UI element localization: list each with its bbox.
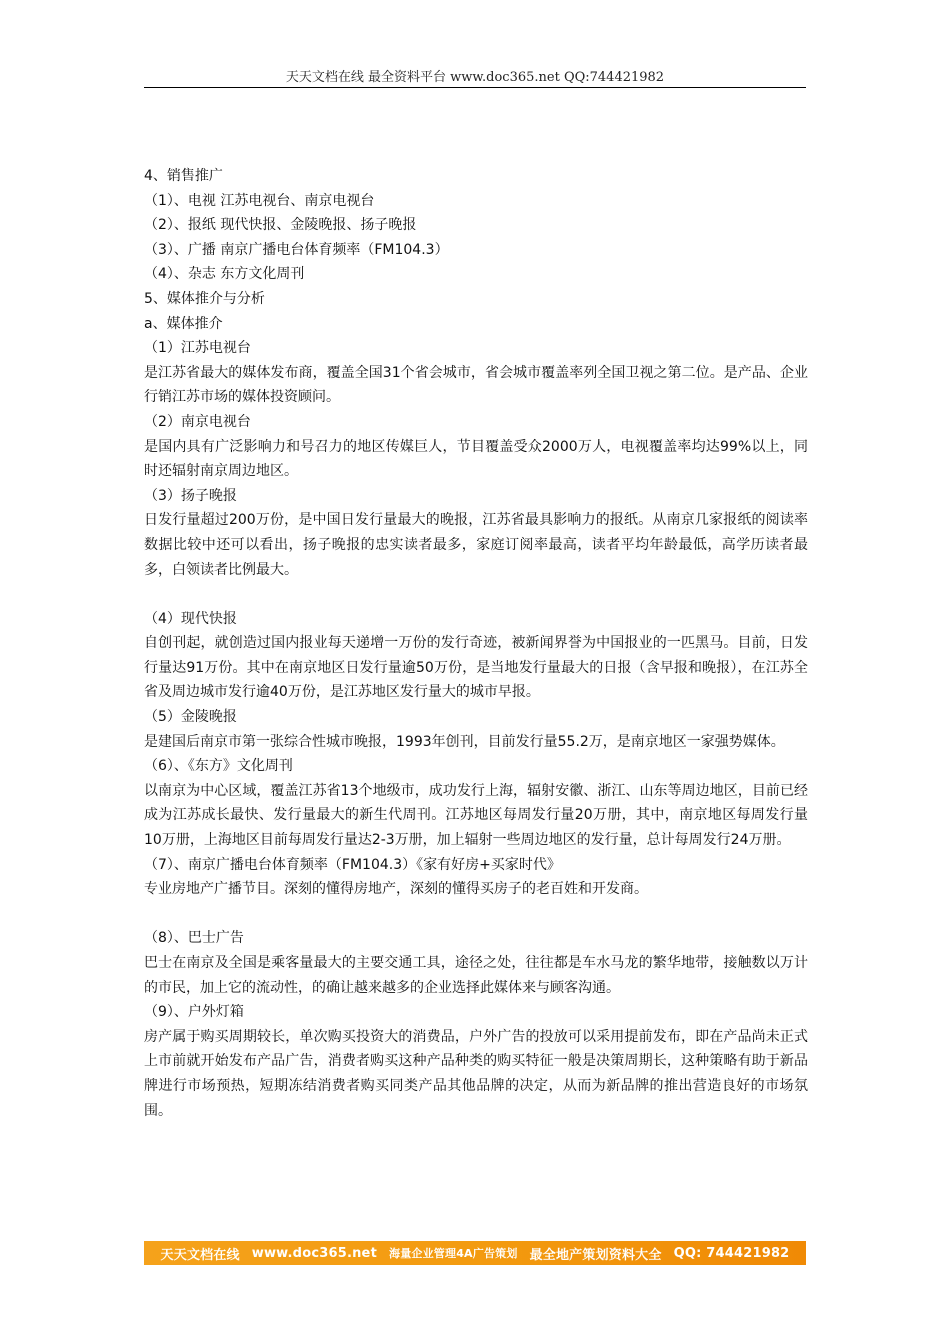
footer-tagline: 海量企业管理4A广告策划 <box>389 1247 518 1260</box>
list-item: （1）、电视 江苏电视台、南京电视台 <box>144 192 375 209</box>
paragraph: 巴士在南京及全国是乘客量最大的主要交通工具，途径之处，往往都是车水马龙的繁华地带，接触数以万计的市民，加上它的流动性，的确让越来越多的企业选择此媒体来与顾客沟通。 <box>144 955 808 996</box>
header-divider <box>144 87 806 88</box>
paragraph: 日发行量超过200万份，是中国日发行量最大的晚报，江苏省最具影响力的报纸。从南京几家报纸的阅读率数据比较中还可以看出，扬子晚报的忠实读者最多，家庭订阅率最高，读者平均年龄最低，高学历读者最多，白领读者比例最大。 <box>144 512 808 578</box>
footer-url: www.doc365.net <box>251 1245 377 1261</box>
list-item: （4）、杂志 东方文化周刊 <box>144 266 305 283</box>
footer-slogan: 最全地产策划资料大全 <box>529 1247 662 1263</box>
item-heading: （5）金陵晚报 <box>144 709 237 726</box>
footer-brand: 天天文档在线 <box>160 1247 240 1263</box>
paragraph: 是国内具有广泛影响力和号召力的地区传媒巨人，节目覆盖受众2000万人，电视覆盖率均达99%以上，同时还辐射南京周边地区。 <box>144 438 808 480</box>
list-item: （2）、报纸 现代快报、金陵晚报、扬子晚报 <box>144 217 417 234</box>
subsection-heading: a、媒体推介 <box>144 315 223 332</box>
item-heading: （9）、户外灯箱 <box>144 1004 244 1021</box>
section-heading: 4、销售推广 <box>144 168 223 184</box>
blank-line <box>144 902 808 927</box>
item-heading: （4）现代快报 <box>144 610 237 627</box>
item-heading: （8）、巴士广告 <box>144 930 244 947</box>
paragraph: 以南京为中心区域，覆盖江苏省13个地级市，成功发行上海，辐射安徽、浙江、山东等周边地区，目前已经成为江苏成长最快、发行量最大的新生代周刊。江苏地区每周发行量20万册，其中，南京地区每周发行量10万册，上海地区目前每周发行量达2-3万册，加上辐射一些周边地区的发行量，总计每周发行24万册。 <box>144 782 808 849</box>
document-body <box>144 164 808 1123</box>
item-heading: （6）、《东方》文化周刊 <box>144 758 293 775</box>
section-heading: 5、媒体推介与分析 <box>144 290 265 307</box>
item-heading: （3）扬子晚报 <box>144 487 237 504</box>
list-item: （3）、广播 南京广播电台体育频率（FM104.3） <box>144 241 449 258</box>
item-heading: （7）、南京广播电台体育频率（FM104.3）《家有好房+买家时代》 <box>144 856 561 873</box>
item-heading: （1）江苏电视台 <box>144 340 251 357</box>
paragraph: 自创刊起，就创造过国内报业每天递增一万份的发行奇迹，被新闻界誉为中国报业的一匹黑马。目前，日发行量达91万份。其中在南京地区日发行量逾50万份，是当地发行量最大的日报（含早报和晚报），在江苏全省及周边城市发行逾40万份，是江苏地区发行量大的城市早报。 <box>144 635 808 701</box>
paragraph: 是建国后南京市第一张综合性城市晚报，1993年创刊，目前发行量55.2万，是南京地区一家强势媒体。 <box>144 733 785 750</box>
paragraph: 专业房地产广播节目。深刻的懂得房地产，深刻的懂得买房子的老百姓和开发商。 <box>144 881 648 898</box>
paragraph: 是江苏省最大的媒体发布商，覆盖全国31个省会城市，省会城市覆盖率列全国卫视之第二位。是产品、企业行销江苏市场的媒体投资顾问。 <box>144 364 808 406</box>
footer-banner <box>144 1241 806 1265</box>
page-header: 天天文档在线 最全资料平台 www.doc365.net QQ:744421982 <box>285 70 665 85</box>
paragraph: 房产属于购买周期较长，单次购买投资大的消费品，户外广告的投放可以采用提前发布，即在产品尚未正式上市前就开始发布产品广告，消费者购买这种产品种类的购买特征一般是决策周期长，这种策略有助于新品牌进行市场预热，短期冻结消费者购买同类产品其他品牌的决定，从而为新品牌的推出营造良好的市场氛围。 <box>144 1028 808 1119</box>
blank-line <box>144 582 808 607</box>
item-heading: （2）南京电视台 <box>144 413 251 430</box>
footer-qq: QQ: 744421982 <box>673 1245 790 1261</box>
